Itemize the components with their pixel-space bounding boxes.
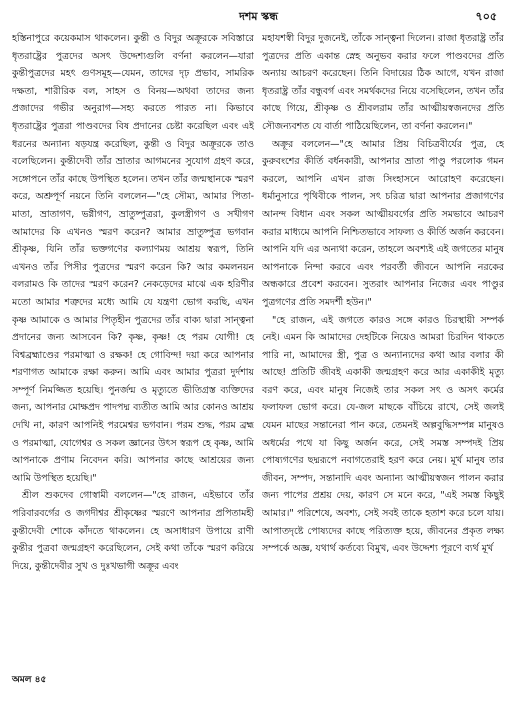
paragraph: মহাযশস্বী বিদুর দুজনেই, তাঁকে সান্ত্বনা দিলেন। রাজা ধৃতরাষ্ট্র তাঁর পুত্রদের প্রতি একান্ত স্নেহ অনুভব করার ফলে পাণ্ডবদের প্রতি অন্যায় আচরণ করেছেন। তিনি বিদায়ের ঠিক আগে, যখন রাজা ধৃতরাষ্ট্র তাঁর বন্ধুবর্গ এবং সমর্থকদের নিয়ে বসেছিলেন, তখন তাঁর কাছে গিয়ে, শ্রীকৃষ্ণ ও শ্রীবলরাম তাঁর আত্মীয়স্বজনদের প্রতি সৌজন্যবশত যে বার্তা পাঠিয়েছিলেন, তা বর্ণনা করলেন।" <box>262 33 504 132</box>
running-title: দশম স্কন্ধ <box>239 10 278 23</box>
left-text-column <box>12 30 254 662</box>
paragraph: অক্রূর বললেন—"হে আমার প্রিয় বিচিত্রবীর্যের পুত্র, হে কুরুবংশের কীর্তি বর্ধনকারী, আপনার ভ্রাতা পাণ্ডু পরলোক গমন করলে, আপনি এখন রাজ সিংহাসনে আরোহণ করেছেন। ধর্মানুসারে পৃথিবীকে পালন, সৎ চরিত্র দ্বারা আপনার প্রজাগণের আনন্দ বিধান এবং সকল আত্মীয়বর্গের প্রতি সমভাবে আচরণ করার মাধ্যমে আপনি নিশ্চিতভাবে সাফল্য ও কীর্তি অর্জন করবেন। আপনি যদি এর অন্যথা করেন, তাহলে অবশ্যই এই জগতের মানুষ আপনাকে নিন্দা করবে এবং পরবর্তী জীবনে আপনি নরকের অন্ধকারে প্রবেশ করবেন। সুতরাং আপনার নিজের এবং পাণ্ডুর পুত্রগণের প্রতি সমদর্শী হউন।" <box>262 138 504 308</box>
page-number: ৭০৫ <box>475 10 497 23</box>
footer-signature: অমল ৪৫ <box>12 675 47 685</box>
paragraph: শ্রীল শুকদেব গোস্বামী বললেন—"হে রাজন, এইভাবে তাঁর পরিবারবর্গের ও জগদীশ্বর শ্রীকৃষ্ণের স্মরণে আপনার প্রপিতামহী কুন্তীদেবী শোকে কাঁদতে থাকলেন। হে অসাধারণ উপায়ে রাণী কুন্তীর পুত্রবা জন্মগ্রহণ করেছিলেন, সেই কথা তাঁকে স্মরণ করিয়ে দিয়ে, কুন্তীদেবীর সুখ ও দুঃখভাগী অক্রূর এবং <box>12 490 254 572</box>
paragraph: হস্তিনাপুরে কয়েকমাস থাকলেন। কুন্তী ও বিদুর অক্রূরকে সবিস্তারে ধৃতরাষ্ট্রের পুত্রদের অসৎ উদ্দেশ্যগুলি বর্ণনা করলেন—যারা কুন্তীপুত্রদের মহৎ গুণসমূহ—যেমন, তাদের দৃঢ় প্রভাব, সামরিক দক্ষতা, শারীরিক বল, সাহস ও বিনয়—অথবা তাদের জন্য প্রজাদের গভীর অনুরাগ—সহ্য করতে পারত না। কিভাবে ধৃতরাষ্ট্রের পুত্ররা পাণ্ডবদের বিষ প্রদানের চেষ্টা করেছিল এবং এই ধরনের অন্যান্য ষড়যন্ত্র করেছিল, কুন্তী ও বিদুর অক্রূরকে তাও বলেছিলেন। কুন্তীদেবী তাঁর ভ্রাতার আগমনের সুযোগ গ্রহণ করে, সঙ্গোপনে তাঁর কাছে উপস্থিত হলেন। তখন তাঁর জন্মস্থানকে স্মরণ করে, অশ্রুপূর্ণ নয়নে তিনি বললেন—"হে সৌম্য, আমার পিতা-মাতা, ভ্রাতাগণ, ভগ্নীগণ, ভ্রাতুষ্পুত্ররা, কুলস্ত্রীগণ ও সখীগণ আমাদের কি এখনও স্মরণ করেন? আমার ভ্রাতুষ্পুত্র ভগবান শ্রীকৃষ্ণ, যিনি তাঁর ভক্তগণের কল্যাণময় আশ্রয় স্বরূপ, তিনি এখনও তাঁর পিসীর পুত্রদের স্মরণ করেন কি? আর কমলনয়ন বলরামও কি তাদের স্মরণ করেন? নেকড়েদের মাঝে এক হরিণীর মতো আমার শত্রুদের মধ্যে আমি যে যন্ত্রণা ভোগ করছি, এখন কৃষ্ণ আমাকে ও আমার পিতৃহীন পুত্রদের তাঁর বাক্য দ্বারা সান্ত্বনা প্রদানের জন্য আসবেন কি? কৃষ্ণ, কৃষ্ণ! হে পরম যোগী! হে বিশ্বব্রহ্মাণ্ডের পরমাত্মা ও রক্ষক! হে গোবিন্দ! দয়া করে আপনার শরণাগত আমাকে রক্ষা করুন। আমি এবং আমার পুত্ররা দুর্দশায় সম্পূর্ণ নিমজ্জিত হয়েছি। পুনর্জন্ম ও মৃত্যুতে ভীতিগ্রস্ত ব্যক্তিদের জন্য, আপনার মোক্ষপ্রদ পাদপদ্ম ব্যতীত আমি আর কোনও আশ্রয় দেখি না, কারণ আপনিই পরমেশ্বর ভগবান। পরম শুদ্ধ, পরম ব্রহ্ম ও পরমাত্মা, যোগেশ্বর ও সকল জ্ঞানের উৎস স্বরূপ হে কৃষ্ণ, আমি আপনাকে প্রণাম নিবেদন করি। আপনার কাছে আশ্রয়ের জন্য আমি উপস্থিত হয়েছি।" <box>12 33 254 484</box>
right-text-column <box>262 30 504 662</box>
paragraph: "হে রাজন, এই জগতে কারও সঙ্গে কারও চিরস্থায়ী সম্পর্ক নেই। এমন কি আমাদের দেহটিকে নিয়েও আমরা চিরদিন থাকতে পারি না, আমাদের স্ত্রী, পুত্র ও অন্যান্যদের কথা আর বলার কী আছে! প্রতিটি জীবই একাকী জন্মগ্রহণ করে আর একাকীই মৃত্যু বরণ করে, এবং মানুষ নিজেই তার সকল সৎ ও অসৎ কর্মের ফলাফল ভোগ করে। যে-জল মাছকে বাঁচিয়ে রাখে, সেই জলই যেমন মাছের সন্তানেরা পান করে, তেমনই অল্পবুদ্ধিসম্পন্ন মানুষও অধর্মের পথে যা কিছু অর্জন করে, সেই সমস্ত সম্পদই প্রিয় পোষ্যগণের ছদ্মরূপে নবাগতেরাই হরণ করে নেয়। মূর্খ মানুষ তার জীবন, সম্পদ, সন্তানাদি এবং অন্যান্য আত্মীয়স্বজন পালন করার জন্য পাপের প্রশ্রয় দেয়, কারণ সে মনে করে, "এই সমস্ত কিছুই আমার।" পরিশেষে, অবশ্য, সেই সবই তাকে হতাশ করে চলে যায়। আপাতদৃষ্টে পোষ্যদের কাছে পরিত্যক্ত হয়ে, জীবনের প্রকৃত লক্ষ্য সম্পর্কে অজ্ঞ, যথার্থ কর্তব্যে বিমুখ, এবং উদ্দেশ্য পূরণে ব্যর্থ মূর্খ <box>262 314 504 555</box>
page-header <box>0 8 517 26</box>
